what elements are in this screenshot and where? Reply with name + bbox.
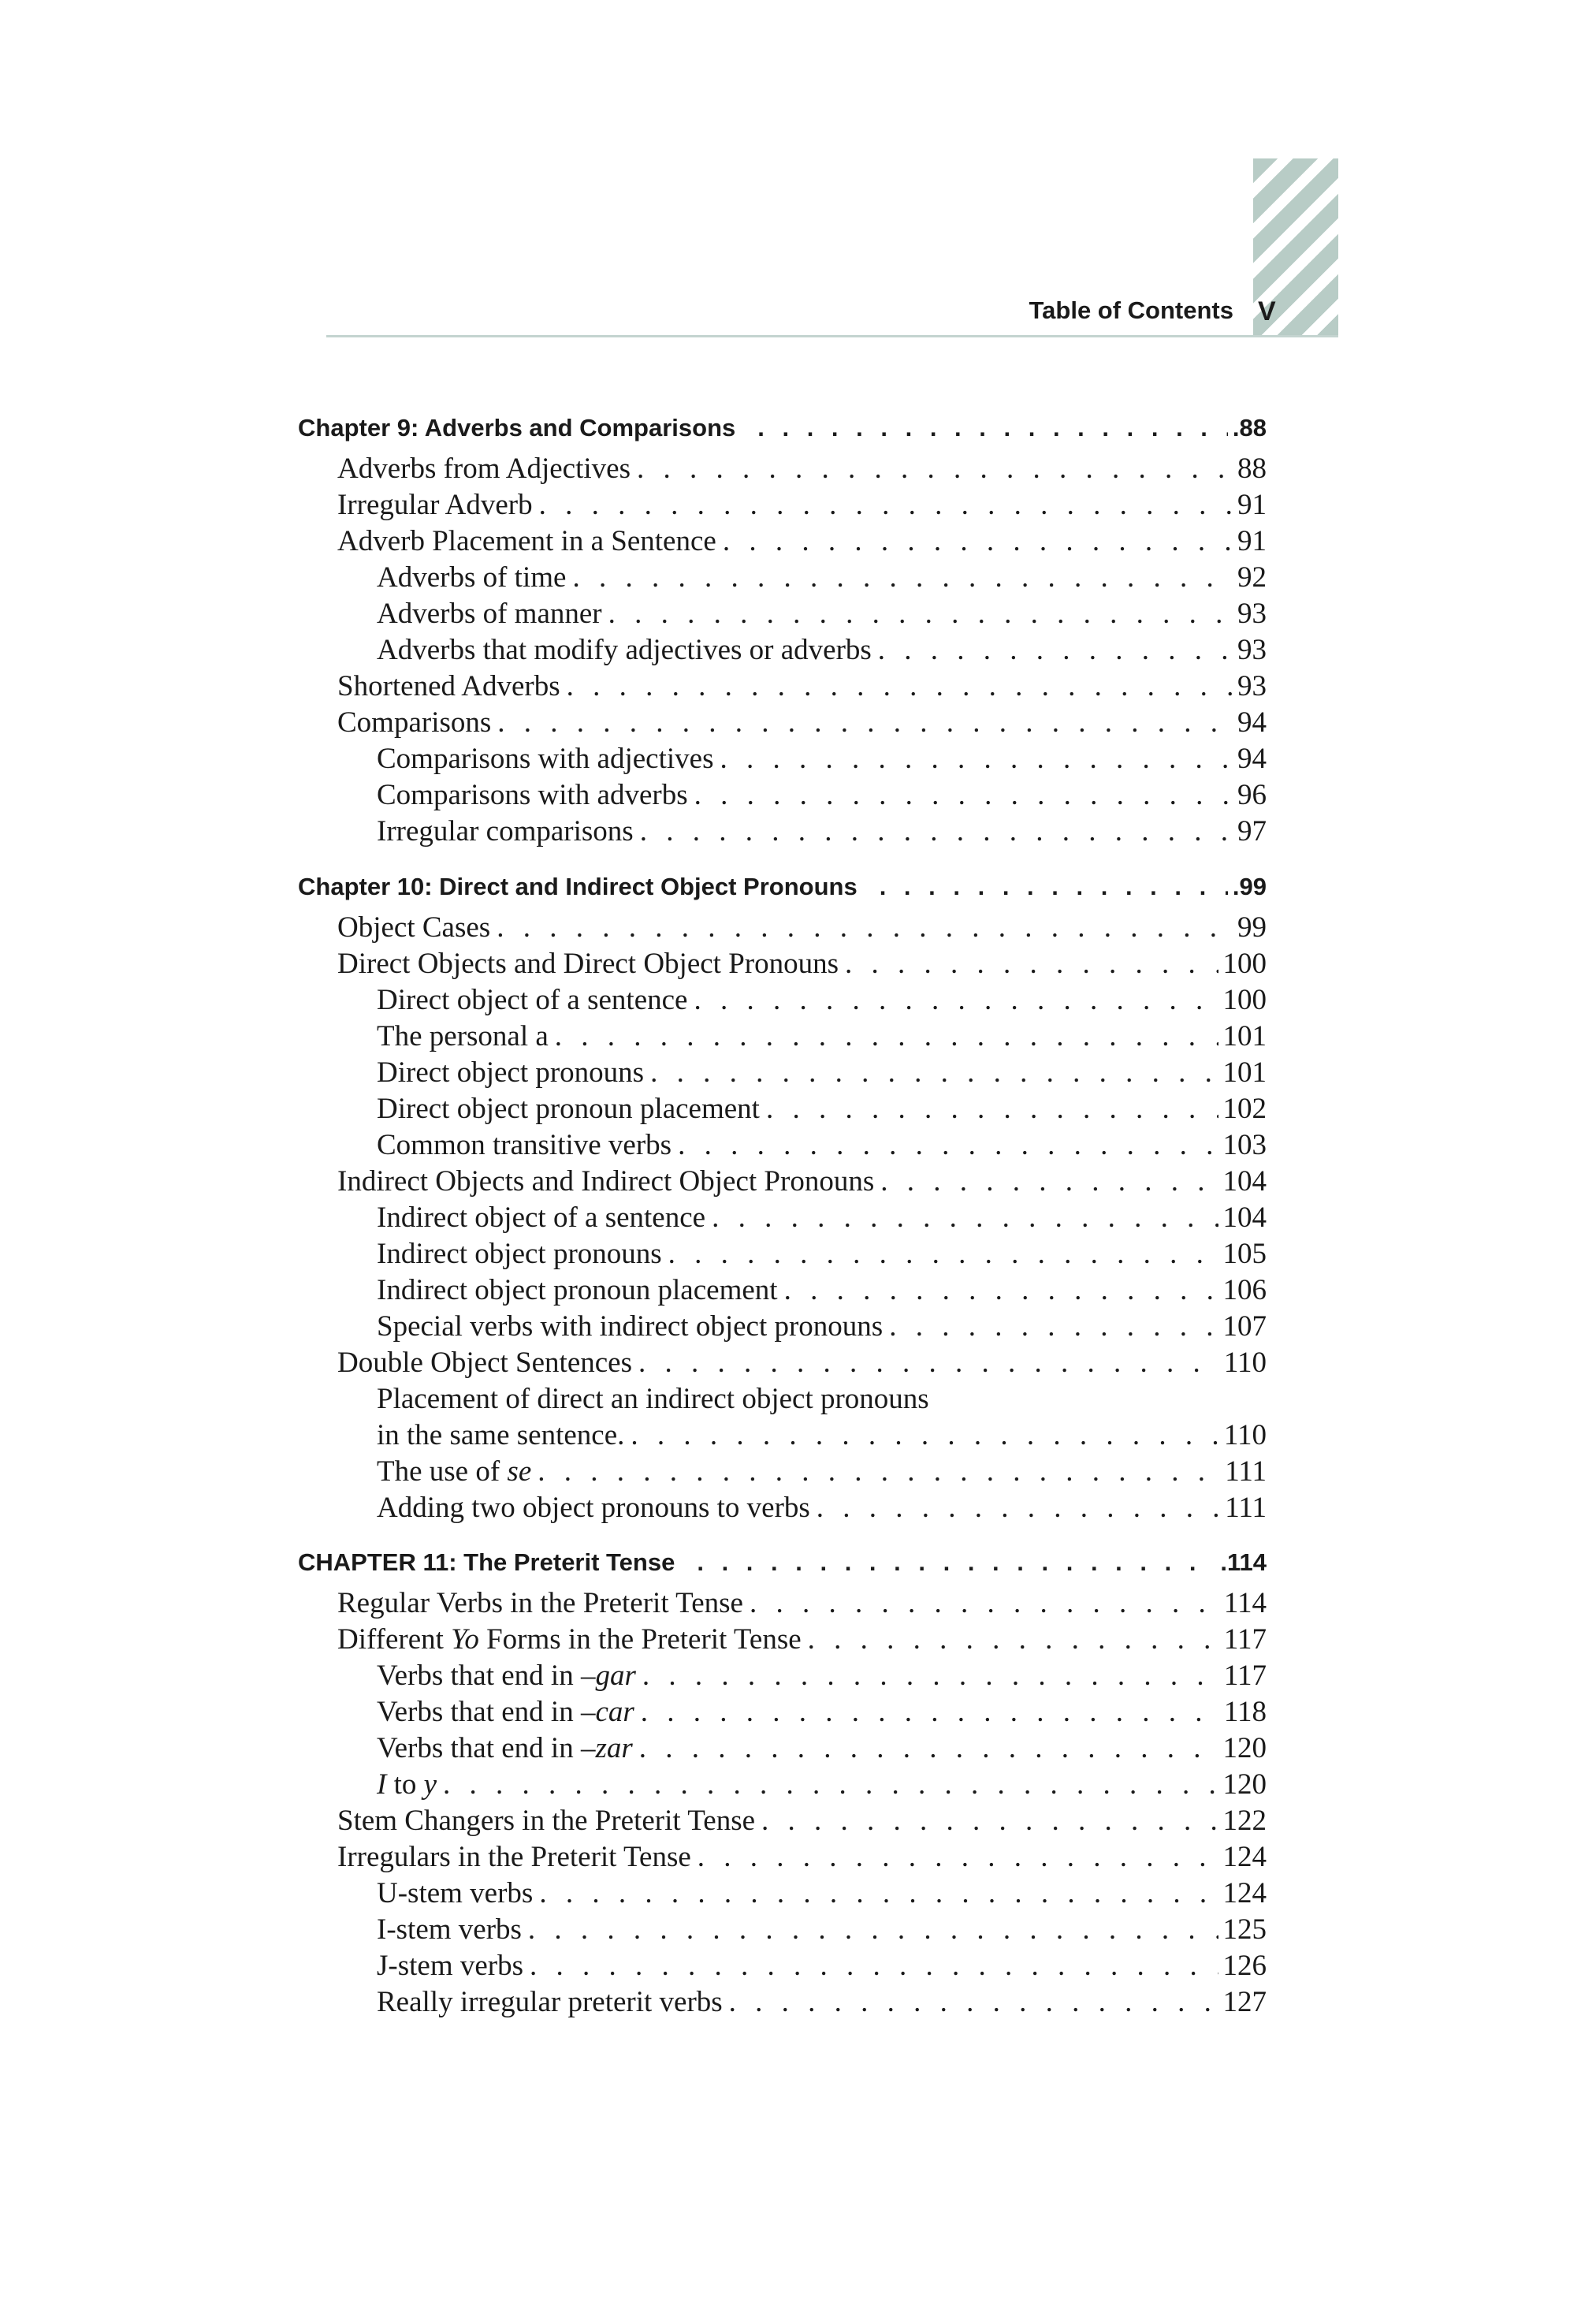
dot-leader [640,817,1233,846]
entry-title: I-stem verbs [377,1913,522,1946]
entry-page: 92 [1237,561,1267,594]
dot-leader [766,1094,1218,1123]
entry-title [377,1697,634,1727]
entry-title-italic: y [423,1768,437,1801]
entry-page: 125 [1222,1913,1267,1946]
toc-subentry [377,1239,1267,1268]
entry-title: Double Object Sentences [337,1347,632,1379]
toc-subentry [377,817,1267,846]
entry-page: 106 [1222,1274,1267,1306]
entry-page: 93 [1237,634,1267,666]
dot-leader [694,985,1218,1015]
dot-leader [637,454,1233,483]
header-rule [326,335,1338,337]
toc-subentry [377,599,1267,628]
entry-title: Adverbs of manner [377,598,602,630]
toc-chapter-9 [298,415,1267,440]
toc-entry [337,1167,1267,1196]
entry-page: 111 [1225,1455,1267,1488]
toc-subentry [377,1879,1267,1908]
running-head-title: Table of Contents [1029,296,1233,324]
dot-leader [572,563,1233,592]
entry-page: 103 [1222,1129,1267,1161]
entry-title: Shortened Adverbs [337,670,560,702]
entry-title: Irregulars in the Preterit Tense [337,1841,691,1873]
entry-title-text: Forms in the Preterit Tense [486,1623,802,1656]
entry-page: 99 [1237,911,1267,944]
entry-page: 100 [1222,984,1267,1016]
entry-title: in the same sentence. [377,1419,625,1451]
toc-subentry [377,1987,1267,2017]
entry-page: 105 [1222,1238,1267,1270]
entry-page: 93 [1237,670,1267,702]
entry-page: 102 [1222,1093,1267,1125]
entry-page: 104 [1222,1201,1267,1234]
entry-title: Indirect object pronouns [377,1238,662,1270]
toc-subentry [377,1421,1267,1450]
entry-page: 110 [1223,1347,1267,1379]
dot-leader [712,1203,1218,1232]
entry-page: 120 [1222,1732,1267,1764]
toc-subentry [377,1276,1267,1305]
toc-entry [337,1625,1267,1654]
entry-title-italic: –car [580,1696,634,1728]
entry-title: Direct object pronoun placement [377,1093,760,1125]
toc-subentry [377,1734,1267,1763]
dot-leader [539,490,1233,520]
dot-leader [608,599,1233,628]
entry-title-italic: Yo [451,1623,479,1656]
dot-leader [698,1842,1218,1872]
dot-leader [567,672,1233,701]
dot-leader [808,1625,1219,1654]
toc-subentry [377,1203,1267,1232]
entry-title-italic: –gar [580,1660,636,1692]
dot-leader [555,1022,1218,1051]
dot-leader [817,1493,1220,1522]
dot-leader [497,913,1233,942]
toc-subentry [377,1493,1267,1522]
page-numeral: V [1258,296,1276,326]
entry-page: 126 [1222,1950,1267,1982]
entry-title: Adding two object pronouns to verbs [377,1492,810,1524]
entry-title: Comparisons with adjectives [377,743,714,775]
entry-title [377,1661,636,1690]
dot-leader [668,1239,1218,1268]
entry-title: Special verbs with indirect object pronouns [377,1310,884,1343]
entry-page: 91 [1237,489,1267,521]
toc-entry [337,1589,1267,1618]
dot-leader [720,744,1233,773]
dot-leader [642,1661,1219,1690]
entry-page: 124 [1222,1841,1267,1873]
toc-entry [337,1806,1267,1835]
dot-leader [878,635,1233,665]
toc-entry [337,913,1267,942]
toc-subentry [377,1915,1267,1944]
entry-title-text: Different [337,1623,444,1656]
entry-page: 107 [1222,1310,1267,1343]
entry-title: The personal a [377,1020,549,1052]
entry-page: 120 [1222,1768,1267,1801]
entry-page: 114 [1223,1587,1267,1619]
toc-subentry-wrapped: Placement of direct an indirect object pronouns [377,1383,929,1415]
entry-title: Adverbs of time [377,561,567,594]
entry-title-text: Verbs that end in [377,1660,574,1692]
entry-page: 93 [1237,598,1267,630]
dot-leader [631,1421,1218,1450]
entry-title: Adverbs that modify adjectives or adverbs [377,634,872,666]
entry-page: 110 [1223,1419,1267,1451]
entry-title: Comparisons [337,706,492,739]
toc-subentry [377,1770,1267,1799]
entry-title [337,1625,802,1654]
entry-title: Irregular comparisons [377,815,634,848]
entry-title-italic: se [507,1455,532,1488]
entry-title-italic: I [377,1768,387,1801]
dot-leader [697,1550,1215,1574]
entry-title-text: Verbs that end in [377,1696,574,1728]
entry-title: Indirect Objects and Indirect Object Pronouns [337,1165,875,1198]
entry-page: 97 [1237,815,1267,848]
dot-leader [694,780,1233,810]
entry-page: 91 [1237,525,1267,557]
entry-page: 94 [1237,743,1267,775]
entry-page: 96 [1237,779,1267,811]
dot-leader [729,1987,1218,2017]
chapter-page: .99 [1232,873,1267,900]
dot-leader [638,1348,1219,1377]
toc-entry [337,949,1267,978]
toc-chapter-11 [298,1550,1267,1574]
entry-page: 104 [1222,1165,1267,1198]
entry-page: 101 [1222,1056,1267,1089]
entry-title: Indirect object pronoun placement [377,1274,778,1306]
entry-page: 94 [1237,706,1267,739]
entry-title: Direct Objects and Direct Object Pronouns [337,948,839,980]
chapter-page: .88 [1232,414,1267,441]
dot-leader [650,1058,1218,1087]
entry-title [377,1457,531,1486]
dot-leader [538,1457,1220,1486]
dot-leader [784,1276,1218,1305]
entry-title [377,1770,437,1799]
entry-page: 124 [1222,1877,1267,1909]
toc-subentry [377,744,1267,773]
toc-entry [337,672,1267,701]
toc-entry [337,1842,1267,1872]
toc-subentry [377,1058,1267,1087]
entry-page: 88 [1237,453,1267,485]
dot-leader [750,1589,1219,1618]
entry-title-text: The use of [377,1455,500,1488]
entry-title: Stem Changers in the Preterit Tense [337,1805,756,1837]
entry-page: 127 [1222,1986,1267,2018]
entry-title: Direct object of a sentence [377,984,688,1016]
toc-subentry [377,1457,1267,1486]
toc-subentry [377,1022,1267,1051]
entry-title: Adverbs from Adjectives [337,453,631,485]
toc-subentry [377,1094,1267,1123]
entry-page: 100 [1222,948,1267,980]
chapter-title: Chapter 10: Direct and Indirect Object Pronouns [298,873,858,900]
entry-title: U-stem verbs [377,1877,534,1909]
dot-leader [723,527,1233,556]
entry-title-italic: –zar [580,1732,633,1764]
entry-title: Regular Verbs in the Preterit Tense [337,1587,743,1619]
dot-leader [880,874,1228,899]
chapter-page: .114 [1220,1548,1267,1576]
entry-page: 118 [1223,1696,1267,1728]
entry-title: Direct object pronouns [377,1056,645,1089]
dot-leader [845,949,1218,978]
entry-title: Object Cases [337,911,491,944]
toc-entry [337,490,1267,520]
dot-leader [497,708,1233,737]
entry-page: 117 [1223,1660,1267,1692]
toc-subentry [377,985,1267,1015]
dot-leader [539,1879,1218,1908]
entry-title: J-stem verbs [377,1950,523,1982]
toc-subentry [377,780,1267,810]
dot-leader [889,1312,1218,1341]
entry-title: Common transitive verbs [377,1129,672,1161]
toc-subentry [377,1661,1267,1690]
toc-subentry [377,563,1267,592]
toc-subentry [377,635,1267,665]
chapter-title: CHAPTER 11: The Preterit Tense [298,1548,675,1576]
toc-chapter-10 [298,874,1267,899]
toc-entry [337,527,1267,556]
entry-page: 117 [1223,1623,1267,1656]
toc-subentry [377,1312,1267,1341]
entry-title-text: Verbs that end in [377,1732,574,1764]
toc-entry [337,708,1267,737]
dot-leader [530,1951,1218,1980]
dot-leader [443,1770,1218,1799]
chapter-title: Chapter 9: Adverbs and Comparisons [298,414,736,441]
entry-page: 101 [1222,1020,1267,1052]
dot-leader [761,1806,1218,1835]
entry-page: 122 [1222,1805,1267,1837]
toc-subentry [377,1951,1267,1980]
entry-title: Irregular Adverb [337,489,533,521]
dot-leader [757,415,1228,440]
entry-title: Indirect object of a sentence [377,1201,706,1234]
dot-leader [880,1167,1218,1196]
toc-subentry [377,1131,1267,1160]
toc-subentry [377,1697,1267,1727]
entry-title [377,1734,633,1763]
entry-title: Comparisons with adverbs [377,779,688,811]
entry-title-text: to [393,1768,417,1801]
entry-title: Adverb Placement in a Sentence [337,525,716,557]
dot-leader [639,1734,1218,1763]
entry-page: 111 [1225,1492,1267,1524]
toc-entry [337,454,1267,483]
dot-leader [528,1915,1218,1944]
entry-title: Really irregular preterit verbs [377,1986,723,2018]
dot-leader [641,1697,1219,1727]
toc-entry [337,1348,1267,1377]
dot-leader [678,1131,1218,1160]
